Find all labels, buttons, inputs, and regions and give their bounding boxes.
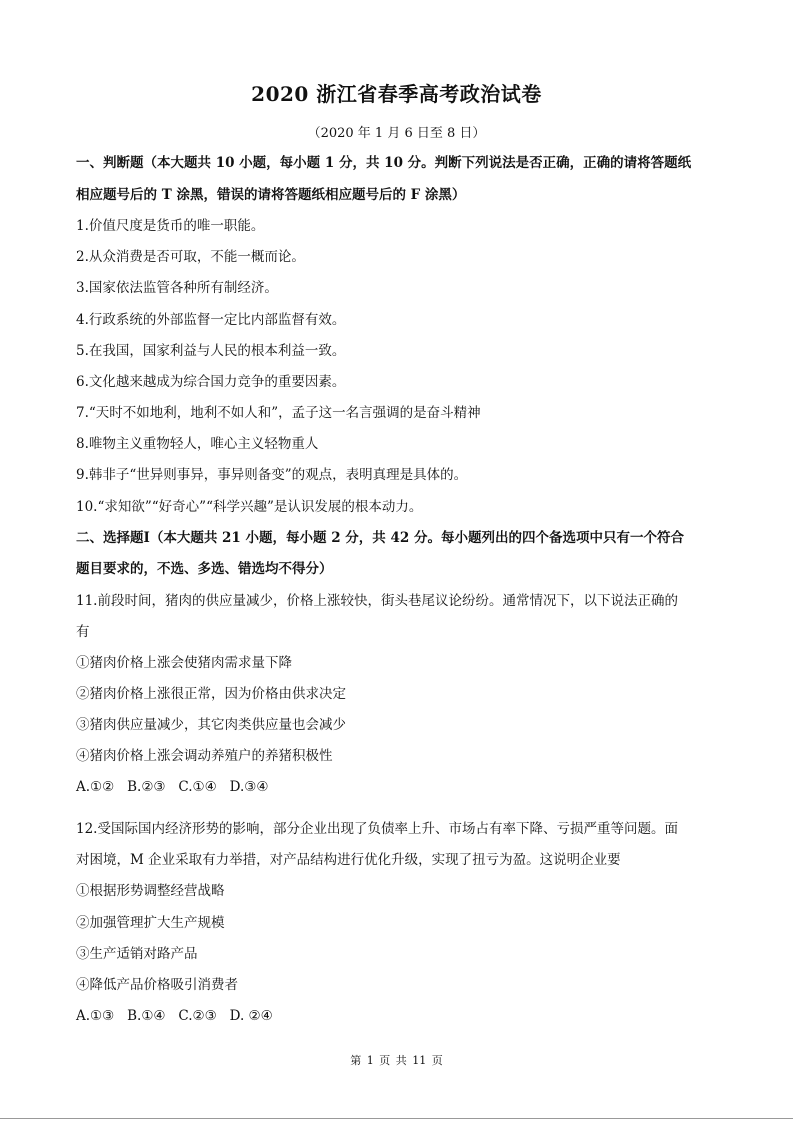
page-number: 第 1 页 共 11 页: [350, 1054, 443, 1067]
judgment-item-6: 6.文化越来越成为综合国力竞争的重要因素。: [76, 374, 346, 390]
judgment-item-8: 8.唯物主义重物轻人，唯心主义轻物重人: [76, 436, 319, 452]
q11-option-3: ③猪肉供应量减少，其它肉类供应量也会减少: [76, 717, 346, 733]
q11-stem-cont: 有: [76, 624, 90, 640]
judgment-item-9: 9.韩非子“世异则事异，事异则备变”的观点，表明真理是具体的。: [76, 467, 468, 483]
q12-stem: 12.受国际国内经济形势的影响，部分企业出现了负债率上升、市场占有率下降、亏损严重等问题。面: [76, 821, 678, 837]
judgment-item-2: 2.从众消费是否可取，不能一概而论。: [76, 249, 305, 265]
judgment-item-5: 5.在我国，国家利益与人民的根本利益一致。: [76, 343, 346, 359]
q12-option-3: ③生产适销对路产品: [76, 946, 198, 962]
exam-dates: （2020 年 1 月 6 日至 8 日）: [307, 126, 486, 141]
bottom-divider: [0, 1118, 793, 1119]
q12-answer-choices: A.①③ B.①④ C.②③ D. ②④: [76, 1008, 273, 1024]
q11-option-2: ②猪肉价格上涨很正常，因为价格由供求决定: [76, 686, 346, 702]
judgment-item-1: 1.价值尺度是货币的唯一职能。: [76, 218, 265, 234]
section1-heading-cont: 相应题号后的 T 涂黑，错误的请将答题纸相应题号后的 F 涂黑）: [76, 187, 466, 203]
q11-stem: 11.前段时间，猪肉的供应量减少，价格上涨较快，街头巷尾议论纷纷。通常情况下，以下说法正确的: [76, 593, 678, 609]
judgment-item-4: 4.行政系统的外部监督一定比内部监督有效。: [76, 312, 346, 328]
page-title: 2020 浙江省春季高考政治试卷: [251, 82, 542, 106]
judgment-item-10: 10.“求知欲”“好奇心”“科学兴趣”是认识发展的根本动力。: [76, 499, 423, 515]
section2-heading: 二、选择题Ⅰ（本大题共 21 小题，每小题 2 分，共 42 分。每小题列出的四个备选项中只有一个符合: [76, 530, 684, 546]
q12-stem-cont: 对困境，M 企业采取有力举措，对产品结构进行优化升级，实现了扭亏为盈。这说明企业要: [76, 852, 621, 868]
q11-answer-choices: A.①② B.②③ C.①④ D.③④: [76, 779, 269, 795]
q11-option-4: ④猪肉价格上涨会调动养殖户的养猪积极性: [76, 748, 333, 764]
q11-option-1: ①猪肉价格上涨会使猪肉需求量下降: [76, 655, 292, 671]
section1-heading: 一、判断题（本大题共 10 小题，每小题 1 分，共 10 分。判断下列说法是否正确，正确的请将答题纸: [76, 155, 692, 171]
q12-option-2: ②加强管理扩大生产规模: [76, 915, 225, 931]
judgment-item-3: 3.国家依法监管各种所有制经济。: [76, 280, 278, 296]
q12-option-4: ④降低产品价格吸引消费者: [76, 977, 238, 993]
section2-heading-cont: 题目要求的，不选、多选、错选均不得分）: [76, 561, 333, 577]
judgment-item-7: 7.“天时不如地利，地利不如人和”，孟子这一名言强调的是奋斗精神: [76, 405, 481, 421]
q12-option-1: ①根据形势调整经营战略: [76, 883, 225, 899]
